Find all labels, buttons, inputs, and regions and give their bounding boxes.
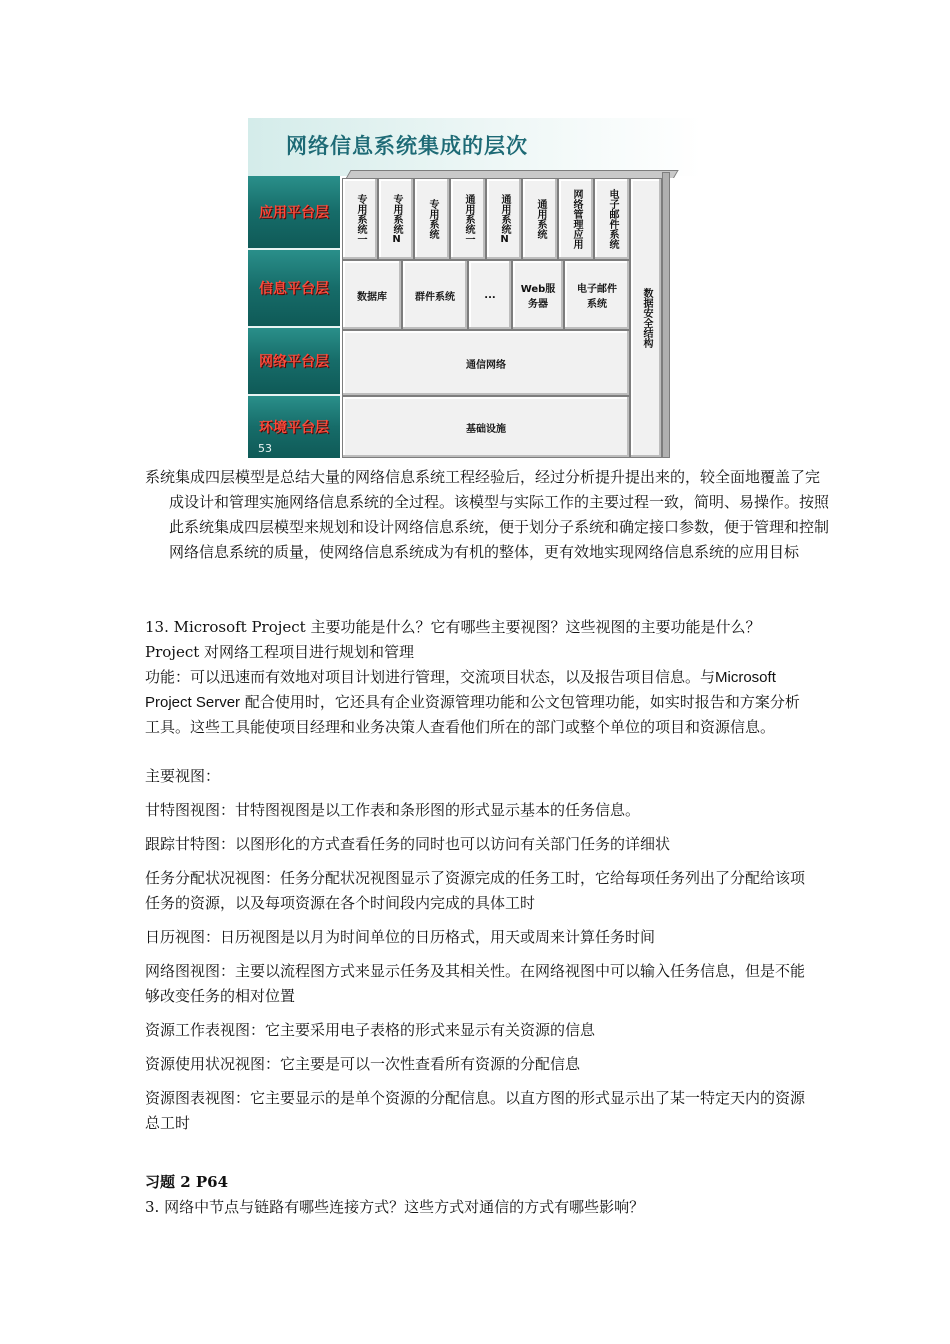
project-server-name: Microsoft Project Server — [145, 669, 776, 711]
view-resource-graph: 资源图表视图：它主要显示的是单个资源的分配信息。以直方图的形式显示出了某一特定天内的资源总工时 — [145, 1089, 806, 1132]
layer-label-environment: 环境平台层 — [248, 396, 340, 458]
layer-label-application: 应用平台层 — [248, 176, 340, 250]
question-3: 3. 网络中节点与链路有哪些连接方式？这些方式对通信的方式有哪些影响？ — [145, 1198, 645, 1216]
info-cell-ellipsis: ... — [468, 260, 512, 330]
view-resource-sheet: 资源工作表视图：它主要采用电子表格的形式来显示有关资源的信息 — [145, 1021, 596, 1039]
info-cell-groupware: 群件系统 — [402, 260, 468, 330]
app-cell-general-1: 通用系统一 — [450, 178, 486, 260]
view-resource-usage: 资源使用状况视图：它主要是可以一次性查看所有资源的分配信息 — [145, 1055, 581, 1073]
info-cell-database: 数据库 — [342, 260, 402, 330]
network-cell: 通信网络 — [342, 330, 630, 396]
question-13: 13. Microsoft Project 主要功能是什么？它有哪些主要视图？这些视图的主要功能是什么？ — [145, 618, 761, 636]
view-gantt: 甘特图视图：甘特图视图是以工作表和条形图的形式显示基本的任务信息。 — [145, 801, 641, 819]
layer-label-network: 网络平台层 — [248, 328, 340, 396]
view-calendar: 日历视图：日历视图是以月为时间单位的日历格式，用天或周来计算任务时间 — [145, 928, 656, 946]
view-network-diagram: 网络图视图：主要以流程图方式来显示任务及其相关性。在网络视图中可以输入任务信息，但是不能够改变任务的相对位置 — [145, 962, 806, 1005]
view-tracking-gantt: 跟踪甘特图：以图形化的方式查看任务的同时也可以访问有关部门任务的详细状 — [145, 835, 671, 853]
view-task-usage: 任务分配状况视图：任务分配状况视图显示了资源完成的任务工时，它给每项任务列出了分配给该项任务的资源，以及每项资源在各个时间段内完成的具体工时 — [145, 869, 806, 912]
app-cell-special: 专用系统 — [414, 178, 450, 260]
layer-label-information: 信息平台层 — [248, 250, 340, 328]
main-views-title: 主要视图： — [145, 767, 221, 785]
paragraph-four-layer-model: 系统集成四层模型是总结大量的网络信息系统工程经验后，经过分析提升提出来的，较全面地覆盖了完成设计和管理实施网络信息系统的全过程。该模型与实际工作的主要过程一致，简明、易操作。按照此系统集成四层模型来规划和设计网络信息系统，便于划分子系统和确定接口参数，便于管理和控制网络信息系统的质量，使网络信息系统成为有机的整体，更有效地实现网络信息系统的应用目标 — [145, 468, 830, 561]
info-cell-email-system: 电子邮件系统 — [564, 260, 630, 330]
app-cell-special-n: 专用系统N — [378, 178, 414, 260]
security-column: 数据安全结构 — [630, 178, 662, 458]
figure-title-bar — [248, 118, 702, 176]
app-cell-general-n: 通用系统N — [486, 178, 522, 260]
app-cell-general: 通用系统 — [522, 178, 558, 260]
layer-diagram-figure — [248, 118, 702, 458]
app-cell-special-1: 专用系统一 — [342, 178, 378, 260]
answer-13-function: 功能：可以迅速而有效地对项目计划进行管理，交流项目状态，以及报告项目信息。与Microsoft Project Server 配合使用时，它还具有企业资源管理功能和公文包管理功能，如实时报告和方案分析工具。这些工具能使项目经理和业务决策人查看他们所在的部门或整个单位的项目和资源信息。 — [145, 668, 800, 736]
exercise-title: 习题 2 P64 — [145, 1173, 229, 1191]
figure-page-number: 53 — [258, 442, 272, 455]
app-cell-email: 电子邮件系统 — [594, 178, 630, 260]
app-cell-network-mgmt: 网络管理应用 — [558, 178, 594, 260]
figure-title: 网络信息系统集成的层次 — [286, 134, 528, 158]
depth-top-strip — [346, 170, 679, 178]
info-cell-web-server: Web服务器 — [512, 260, 564, 330]
environment-cell: 基础设施 — [342, 396, 630, 458]
answer-13-line-1: Project 对网络工程项目进行规划和管理 — [145, 643, 415, 661]
depth-right-strip — [662, 172, 670, 458]
